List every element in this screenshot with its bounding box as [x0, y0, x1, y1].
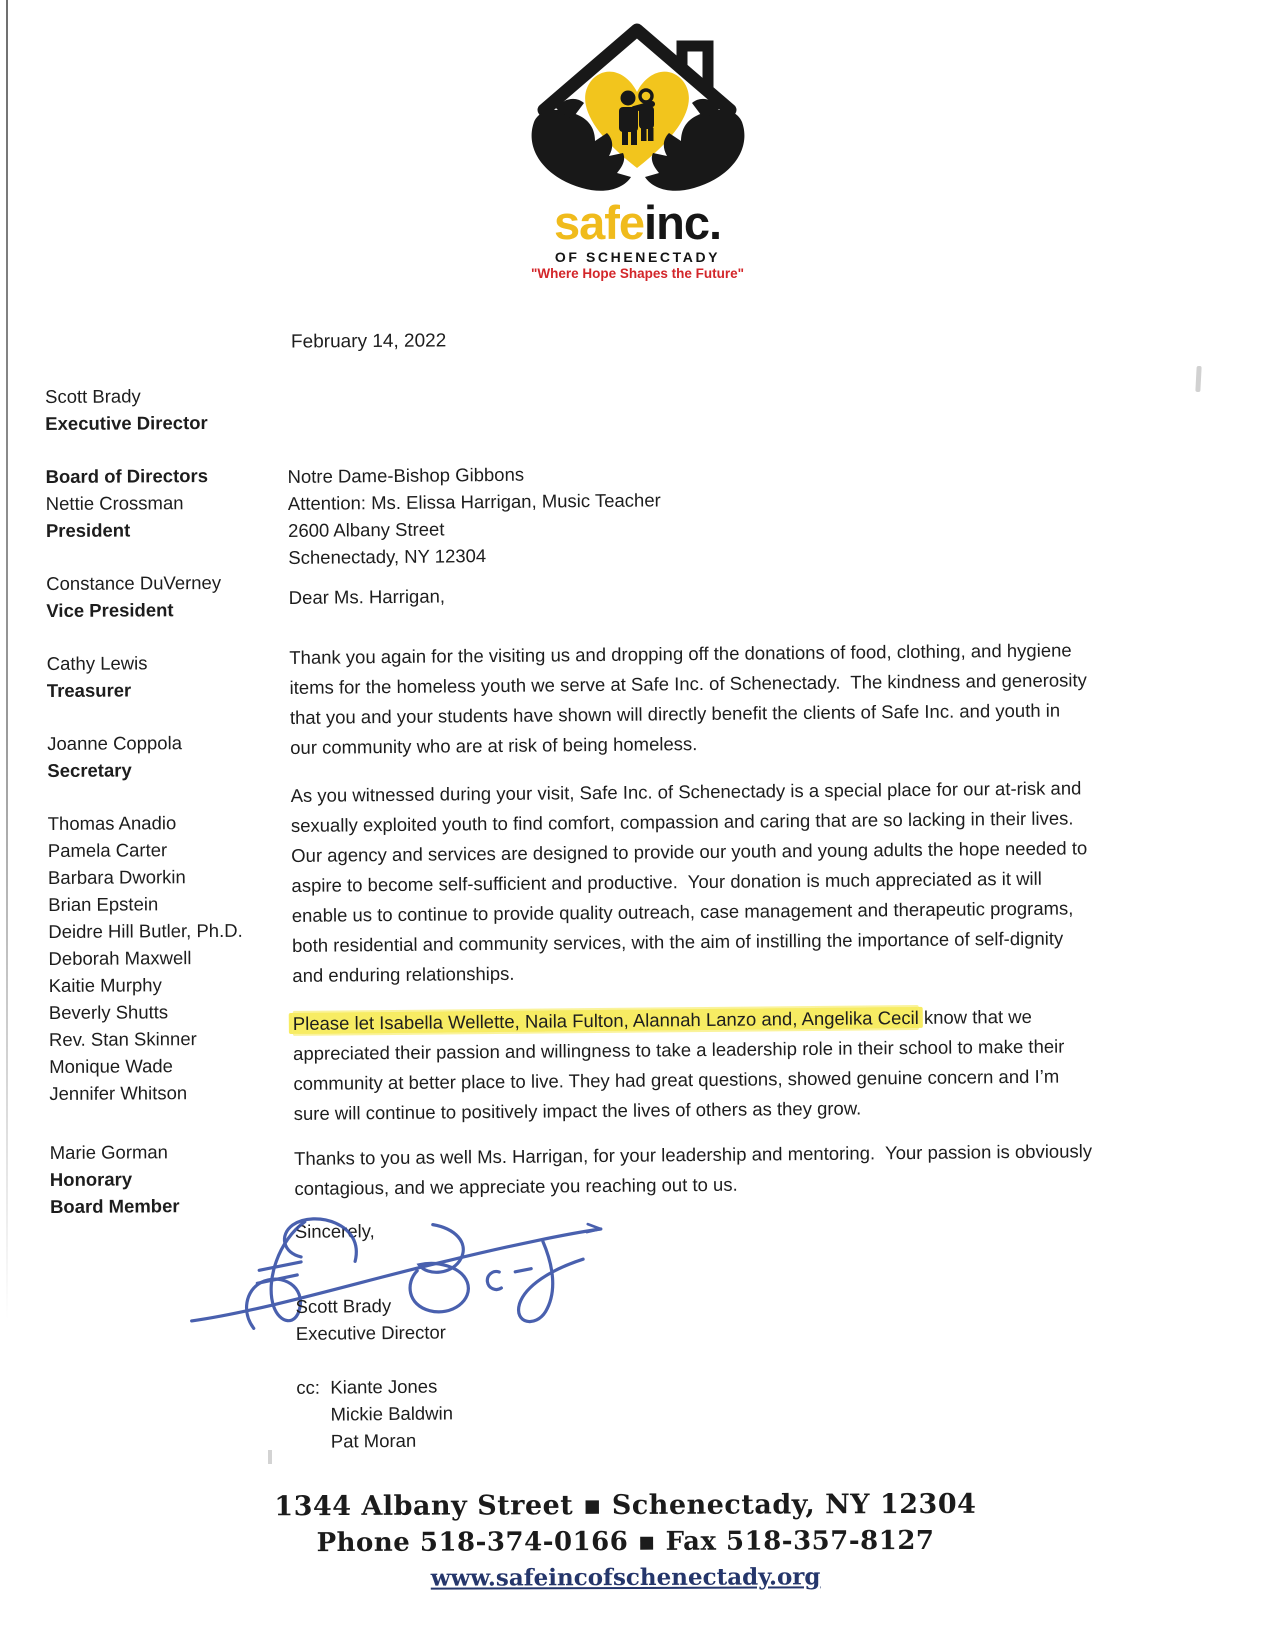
honorary-name: Marie Gorman	[49, 1141, 168, 1163]
paragraph-line: contagious, and we appreciate you reaching out to us.	[294, 1173, 738, 1199]
officer-block-vice-president	[46, 569, 281, 624]
paragraph-line: aspire to become self-sufficient and productive. Your donation is much appreciated as it will	[291, 867, 1042, 896]
org-subtitle: OF SCHENECTADY	[554, 249, 721, 265]
cc-name: Pat Moran	[330, 1429, 417, 1452]
paragraph-line: enable us to continue to provide quality outreach, case management and therapeutic programs,	[291, 897, 1074, 926]
paragraph-line: community at better place to live. They had great questions, showed genuine concern and I’m	[293, 1065, 1060, 1094]
paragraph-thank-you	[289, 635, 1087, 763]
officer-title: President	[45, 519, 131, 541]
brand-safe-text: safe	[553, 196, 645, 249]
cc-block	[296, 1372, 453, 1454]
board-member: Rev. Stan Skinner	[48, 1028, 197, 1050]
salutation: Dear Ms. Harrigan,	[288, 585, 446, 608]
brand-wordmark	[0, 196, 1275, 249]
paragraph-thanks-teacher	[294, 1136, 1093, 1204]
cc-name: Mickie Baldwin	[330, 1402, 454, 1425]
paragraph-line: appreciated their passion and willingness to take a leadership role in their school to make their	[293, 1035, 1065, 1064]
cc-name: Kiante Jones	[330, 1375, 438, 1398]
board-member: Thomas Anadio	[47, 812, 177, 834]
officer-title: Treasurer	[46, 679, 132, 701]
paragraph-line: items for the homeless youth we serve at Safe Inc. of Schenectady. The kindness and generosity	[289, 669, 1087, 698]
paragraph-line: Thank you again for the visiting us and dropping off the donations of food, clothing, and hygiene	[289, 639, 1072, 668]
board-members-list	[48, 809, 285, 1107]
officer-name: Nettie Crossman	[45, 492, 184, 514]
letterhead-footer	[0, 1488, 1263, 1593]
officer-name: Constance DuVerney	[46, 571, 222, 594]
paragraph-line: Our agency and services are designed to provide our youth and young adults the hope needed to	[291, 837, 1088, 866]
cc-line	[296, 1372, 453, 1400]
officer-name: Cathy Lewis	[46, 652, 148, 674]
paragraph-line: that you and your students have shown will directly benefit the clients of Safe Inc. and youth in	[289, 699, 1061, 728]
paragraph-line: our community who are at risk of being homeless.	[290, 733, 698, 758]
board-member: Deidre Hill Butler, Ph.D.	[48, 919, 243, 942]
board-sidebar	[45, 382, 285, 1246]
org-logo	[0, 10, 1275, 281]
recipient-line: Attention: Ms. Elissa Harrigan, Music Teacher	[287, 489, 661, 514]
cc-label: cc:	[296, 1376, 321, 1398]
paragraph-line: both residential and community services, with the aim of instilling the importance of self-dignity	[291, 927, 1064, 956]
footer-website-link[interactable]: www.safeincofschenectady.org	[430, 1563, 821, 1592]
org-tagline: "Where Hope Shapes the Future"	[530, 266, 745, 281]
executive-director-block	[45, 382, 280, 437]
officer-title: Secretary	[47, 759, 132, 781]
signer-name: Scott Brady	[295, 1295, 392, 1317]
house-heart-hands-icon	[522, 10, 754, 198]
brand-inc-text: inc.	[644, 196, 722, 249]
board-member: Brian Epstein	[48, 893, 159, 915]
recipient-line: Notre Dame-Bishop Gibbons	[287, 463, 525, 487]
signer-title: Executive Director	[295, 1321, 447, 1344]
paragraph-line: and enduring relationships.	[292, 962, 515, 986]
letter-date: February 14, 2022	[290, 330, 447, 353]
honorary-title-line2: Board Member	[49, 1195, 180, 1217]
honorary-member-block	[50, 1138, 285, 1220]
board-member: Monique Wade	[49, 1055, 173, 1077]
board-member: Barbara Dworkin	[47, 866, 186, 888]
officer-block-secretary	[47, 729, 282, 784]
board-member: Beverly Shutts	[48, 1001, 169, 1023]
footer-phone-fax: Phone 518-374-0166 ▪ Fax 518-357-8127	[316, 1525, 935, 1559]
recipient-address	[287, 459, 661, 571]
signature-block	[295, 1291, 446, 1346]
executive-title: Executive Director	[45, 412, 208, 434]
officer-block-president	[45, 462, 280, 544]
scan-smudge-small	[268, 1450, 272, 1464]
paragraph-line: As you witnessed during your visit, Safe Inc. of Schenectady is a special place for our at-risk and	[290, 777, 1082, 806]
paragraph-line: Thanks to you as well Ms. Harrigan, for your leadership and mentoring. Your passion is obviously	[294, 1140, 1093, 1169]
board-member: Kaitie Murphy	[48, 974, 162, 996]
paragraph-line: sure will continue to positively impact the lives of others as they grow.	[293, 1097, 862, 1124]
board-member: Pamela Carter	[47, 839, 168, 861]
recipient-line: Schenectady, NY 12304	[288, 545, 487, 568]
honorary-title-line1: Honorary	[49, 1168, 133, 1190]
officer-title: Vice President	[46, 599, 174, 621]
scan-smudge-right	[1195, 366, 1201, 392]
paragraph-line-rest: know that we	[918, 1005, 1032, 1028]
board-member: Jennifer Whitson	[49, 1082, 188, 1104]
footer-address: 1344 Albany Street ▪ Schenectady, NY 12304	[274, 1488, 977, 1523]
paragraph-agency-mission	[290, 773, 1088, 991]
executive-name: Scott Brady	[45, 385, 141, 407]
paragraph-students	[293, 1002, 1065, 1129]
officer-block-treasurer	[47, 649, 282, 704]
paragraph-line: sexually exploited youth to find comfort, compassion and caring that are so lacking in their lives.	[290, 807, 1074, 836]
recipient-line: 2600 Albany Street	[287, 518, 445, 541]
board-heading: Board of Directors	[45, 465, 209, 487]
officer-name: Joanne Coppola	[47, 732, 183, 754]
closing-word: Sincerely,	[294, 1220, 375, 1242]
board-member: Deborah Maxwell	[48, 947, 192, 969]
highlighted-student-names: Please let Isabella Wellette, Naila Fulton, Alannah Lanzo and, Angelika Cecil	[292, 1006, 919, 1034]
